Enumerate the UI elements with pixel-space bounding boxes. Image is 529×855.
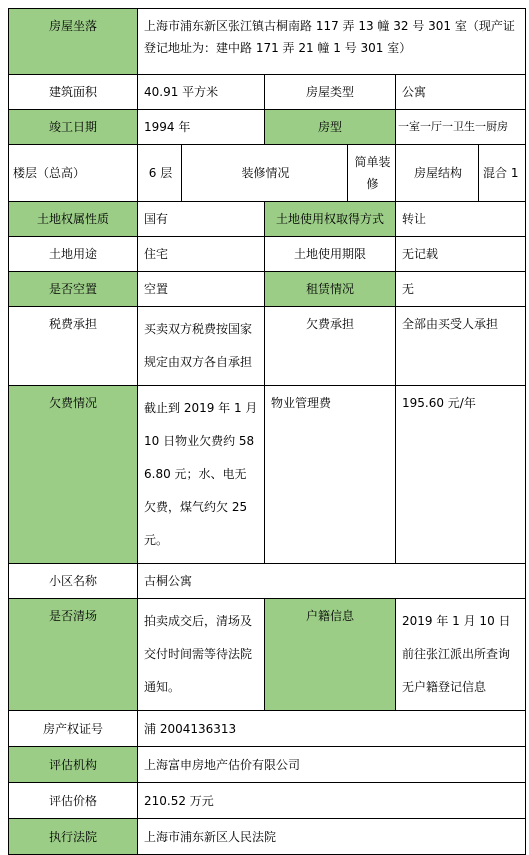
arrears-value: 截止到 2019 年 1 月 10 日物业欠费约 586.80 元；水、电无欠费，煤气约欠 25 元。 [138, 386, 265, 564]
row-community [9, 564, 526, 599]
area-label: 建筑面积 [9, 75, 138, 110]
land-term-label: 土地使用期限 [265, 237, 396, 272]
house-type-label: 房屋类型 [265, 75, 396, 110]
community-value: 古桐公寓 [138, 564, 526, 599]
room-type-value: 一室一厅一卫生一厨房 [396, 110, 526, 145]
tax-label: 税费承担 [9, 307, 138, 386]
completed-label: 竣工日期 [9, 110, 138, 145]
arrears-bearing-value: 全部由买受人承担 [396, 307, 526, 386]
land-use-label: 土地用途 [9, 237, 138, 272]
court-value: 上海市浦东新区人民法院 [138, 819, 526, 855]
land-rights-value: 国有 [138, 202, 265, 237]
property-info-table [8, 8, 526, 855]
certificate-value: 浦 2004136313 [138, 711, 526, 747]
row-land-use [9, 237, 526, 272]
row-address [9, 9, 526, 75]
row-court [9, 819, 526, 855]
land-acquisition-value: 转让 [396, 202, 526, 237]
row-clearance [9, 599, 526, 711]
clearance-label: 是否清场 [9, 599, 138, 711]
household-label: 户籍信息 [265, 599, 396, 711]
tax-value: 买卖双方税费按国家规定由双方各自承担 [138, 307, 265, 386]
lease-label: 租赁情况 [265, 272, 396, 307]
row-completed [9, 110, 526, 145]
appraiser-value: 上海富申房地产估价有限公司 [138, 747, 526, 783]
land-rights-label: 土地权属性质 [9, 202, 138, 237]
row-tax [9, 307, 526, 386]
structure-value: 混合 1 [479, 145, 526, 202]
row-appraiser [9, 747, 526, 783]
structure-label: 房屋结构 [396, 145, 479, 202]
lease-value: 无 [396, 272, 526, 307]
appraiser-label: 评估机构 [9, 747, 138, 783]
row-land-rights [9, 202, 526, 237]
vacant-value: 空置 [138, 272, 265, 307]
land-use-value: 住宅 [138, 237, 265, 272]
row-price [9, 783, 526, 819]
certificate-label: 房产权证号 [9, 711, 138, 747]
land-acquisition-label: 土地使用权取得方式 [265, 202, 396, 237]
address-label: 房屋坐落 [9, 9, 138, 75]
vacant-label: 是否空置 [9, 272, 138, 307]
community-label: 小区名称 [9, 564, 138, 599]
property-fee-value: 195.60 元/年 [396, 386, 526, 564]
area-value: 40.91 平方米 [138, 75, 265, 110]
house-type-value: 公寓 [396, 75, 526, 110]
floor-label: 楼层（总高） [9, 145, 138, 202]
property-fee-label: 物业管理费 [265, 386, 396, 564]
decoration-value: 简单装修 [348, 145, 396, 202]
row-area [9, 75, 526, 110]
arrears-label: 欠费情况 [9, 386, 138, 564]
row-certificate [9, 711, 526, 747]
arrears-bearing-label: 欠费承担 [265, 307, 396, 386]
floor-value: 6 层 [138, 145, 182, 202]
row-floor [9, 145, 526, 202]
clearance-value: 拍卖成交后，清场及交付时间需等待法院通知。 [138, 599, 265, 711]
price-value: 210.52 万元 [138, 783, 526, 819]
address-value: 上海市浦东新区张江镇古桐南路 117 弄 13 幢 32 号 301 室（现产证登记地址为：建中路 171 弄 21 幢 1 号 301 室） [138, 9, 526, 75]
row-vacant [9, 272, 526, 307]
row-arrears [9, 386, 526, 564]
decoration-label: 装修情况 [182, 145, 348, 202]
completed-value: 1994 年 [138, 110, 265, 145]
court-label: 执行法院 [9, 819, 138, 855]
household-value: 2019 年 1 月 10 日前往张江派出所查询无户籍登记信息 [396, 599, 526, 711]
price-label: 评估价格 [9, 783, 138, 819]
land-term-value: 无记载 [396, 237, 526, 272]
room-type-label: 房型 [265, 110, 396, 145]
